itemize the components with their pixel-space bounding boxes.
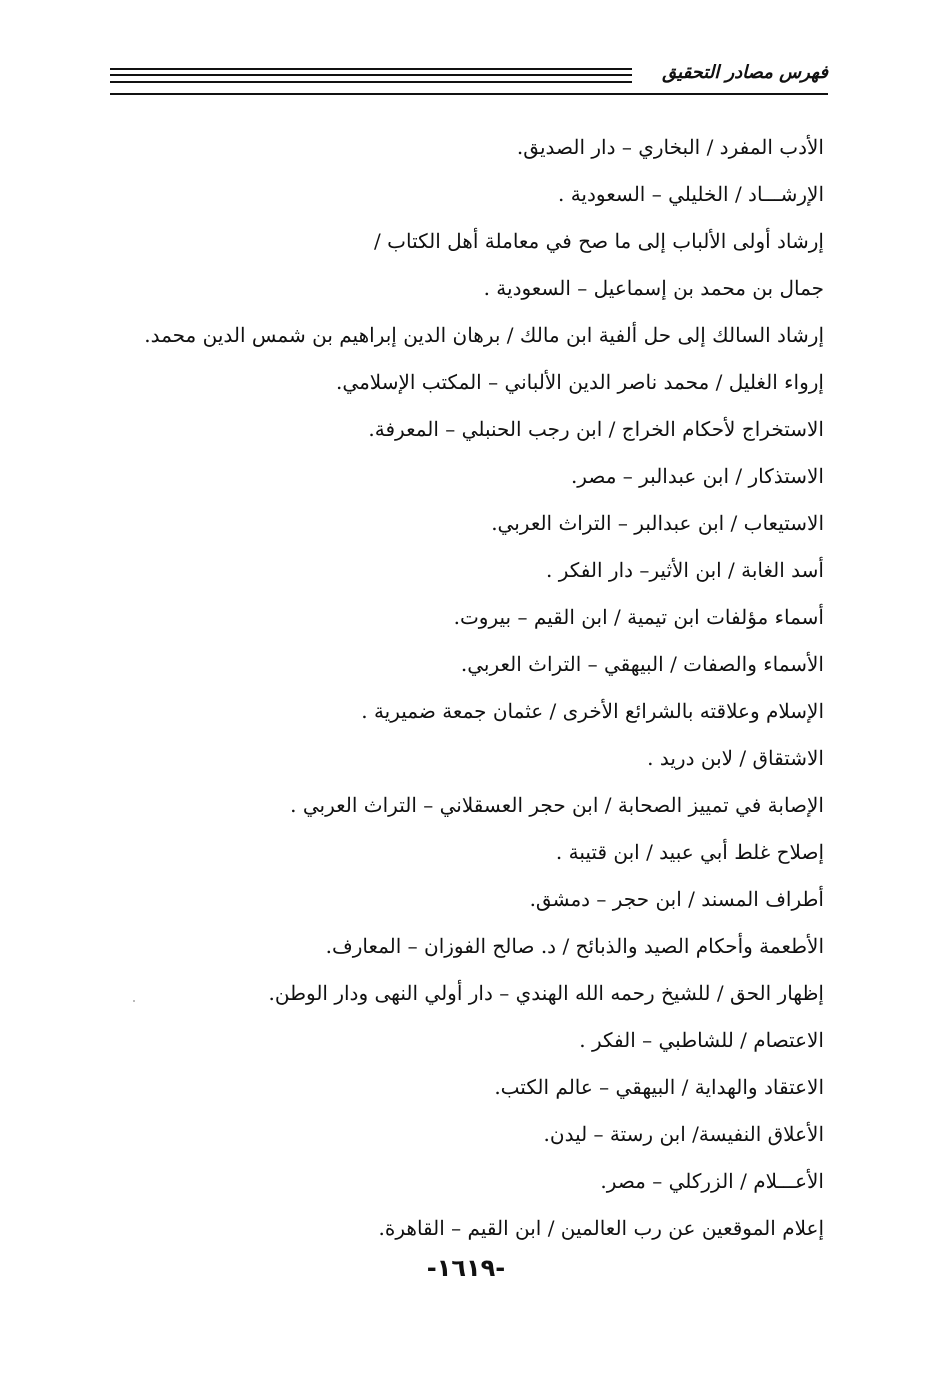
header-rule-bottom [110, 81, 632, 83]
source-entry: إصلاح غلط أبي عبيد / ابن قتيبة . [555, 840, 824, 864]
source-entry: الاشتقاق / لابن دريد . [647, 746, 824, 770]
source-entry: الأطعمة وأحكام الصيد والذبائح / د. صالح الفوزان – المعارف. [325, 934, 824, 958]
scan-speck [133, 1000, 135, 1002]
source-entry: الإسلام وعلاقته بالشرائع الأخرى / عثمان جمعة ضميرية . [361, 699, 824, 723]
source-entry: إرشاد السالك إلى حل ألفية ابن مالك / برهان الدين إبراهيم بن شمس الدين محمد. [144, 323, 824, 347]
source-entry: الأسماء والصفات / البيهقي – التراث العربي. [460, 652, 824, 676]
running-header [110, 58, 828, 92]
source-entry: الاعتقاد والهداية / البيهقي – عالم الكتب. [494, 1075, 824, 1099]
source-entry: الاستيعاب / ابن عبدالبر – التراث العربي. [491, 511, 824, 535]
page-number: -١٦١٩- [426, 1254, 506, 1282]
source-entry: جمال بن محمد بن إسماعيل – السعودية . [483, 276, 824, 300]
source-entry: إظهار الحق / للشيخ رحمه الله الهندي – دار أولي النهى ودار الوطن. [268, 981, 824, 1005]
source-entry: الإرشـــاد / الخليلي – السعودية . [557, 182, 824, 206]
source-entry: أسماء مؤلفات ابن تيمية / ابن القيم – بيروت. [453, 605, 824, 629]
header-underline [110, 93, 828, 95]
source-entry: الاستذكار / ابن عبدالبر – مصر. [570, 464, 824, 488]
source-entry: أطراف المسند / ابن حجر – دمشق. [529, 887, 824, 911]
source-entry: الإصابة في تمييز الصحابة / ابن حجر العسقلاني – التراث العربي . [290, 793, 824, 817]
source-entry: إرشاد أولى الألباب إلى ما صح في معاملة أهل الكتاب / [374, 229, 824, 253]
sources-list [124, 124, 824, 1252]
source-entry: إرواء الغليل / محمد ناصر الدين الألباني – المكتب الإسلامي. [336, 370, 824, 394]
source-entry: الاعتصام / للشاطبي – الفكر . [579, 1028, 824, 1052]
source-entry: أسد الغابة / ابن الأثير– دار الفكر . [545, 558, 824, 582]
header-title: فهرس مصادر التحقيق [662, 62, 828, 83]
source-entry: إعلام الموقعين عن رب العالمين / ابن القيم – القاهرة. [378, 1216, 824, 1240]
header-rule-middle [110, 74, 632, 76]
source-entry: الأدب المفرد / البخاري – دار الصديق. [516, 135, 824, 159]
source-entry: الاستخراج لأحكام الخراج / ابن رجب الحنبلي – المعرفة. [368, 417, 824, 441]
source-entry: الأعـــلام / الزركلي – مصر. [600, 1169, 824, 1193]
header-rule-top [110, 68, 632, 70]
source-entry: الأعلاق النفيسة/ ابن رستة – ليدن. [543, 1122, 824, 1146]
